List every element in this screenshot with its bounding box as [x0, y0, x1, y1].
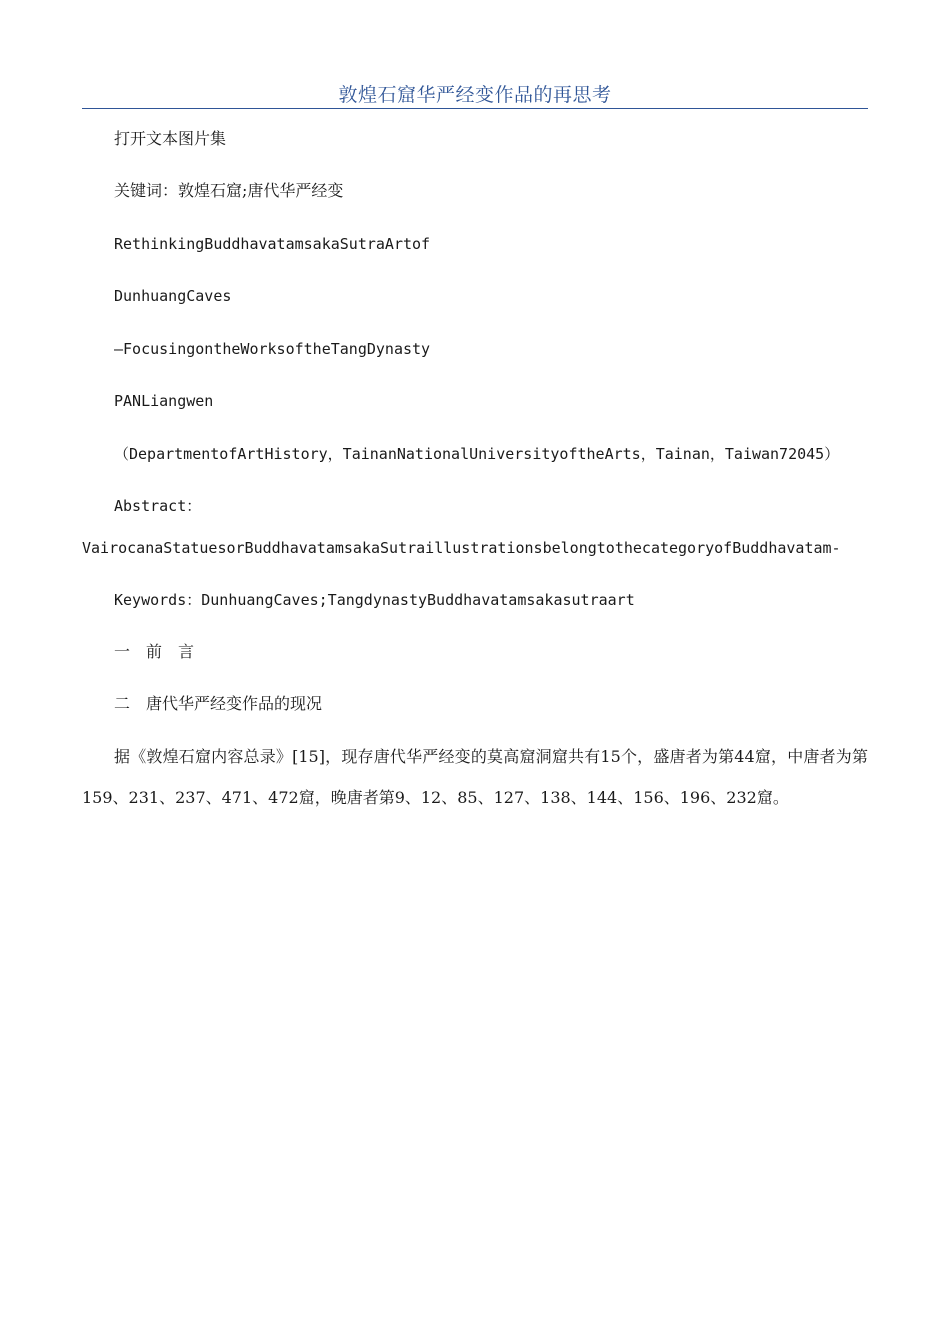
english-subtitle: —FocusingontheWorksoftheTangDynasty	[114, 340, 431, 358]
body-paragraph: 据《敦煌石窟内容总录》[15]，现存唐代华严经变的莫高窟洞窟共有15个，盛唐者为第44窟，中唐者为第159、231、237、471、472窟，晚唐者第9、12、85、127、138、144、156、196、232窟。	[82, 747, 868, 807]
keywords-english: Keywords：DunhuangCaves;TangdynastyBuddhavatamsakasutraart	[114, 591, 635, 609]
author-name: PANLiangwen	[114, 392, 214, 410]
abstract-text: VairocanaStatuesorBuddhavatamsakaSutraillustrationsbelongtothecategoryofBuddhavatam-	[82, 539, 841, 557]
keywords-chinese: 关键词：敦煌石窟;唐代华严经变	[114, 181, 344, 200]
document-title: 敦煌石窟华严经变作品的再思考	[338, 84, 612, 106]
author-affiliation: （DepartmentofArtHistory，TainanNationalUniversityoftheArts，Tainan，Taiwan72045）	[114, 445, 840, 463]
abstract-label: Abstract：	[114, 497, 202, 515]
open-image-gallery-link[interactable]: 打开文本图片集	[114, 129, 227, 148]
section-heading-current-status: 二 唐代华严经变作品的现况	[114, 694, 323, 713]
english-title-line-1: RethinkingBuddhavatamsakaSutraArtof	[114, 235, 431, 253]
english-title-line-2: DunhuangCaves	[114, 287, 232, 305]
header-divider	[82, 108, 868, 109]
section-heading-introduction: 一 前 言	[114, 642, 195, 661]
